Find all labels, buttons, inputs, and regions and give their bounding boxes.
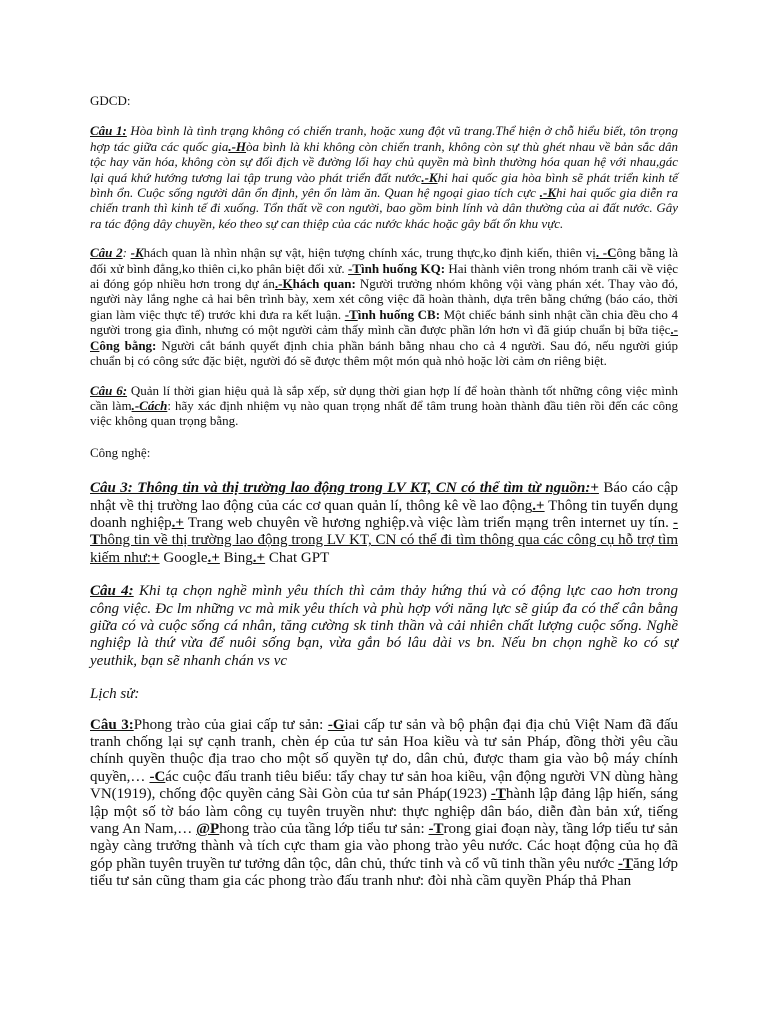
marker: .+	[532, 497, 545, 514]
text-run: Google	[159, 549, 208, 566]
text-run: òa bình là khi không còn chiến tranh, không còn sự thù ghét nhau về bản sắc dân tộc hay văn hóa, không còn sự đối địch về đường lối hay chủ quyền mà bình thường hóa quan hệ với nhau,gác lại quá khứ hướng tương lai tập trung vào phát triển đất nước	[90, 138, 678, 185]
subheading: hách quan:	[292, 276, 356, 292]
paragraph-cau-1	[90, 123, 678, 231]
marker: -C	[149, 768, 166, 785]
paragraph-cau-6	[90, 383, 678, 429]
text-run: iai cấp tư sản và bộ phận đại địa chủ Việt Nam đã đấu tranh chống lại sự cạnh tranh, chèn ép của tư sản Hoa kiều và tư sản Pháp, đồng thời yêu cầu chính quyền thuộc địa trao cho một số quyền tự do, dân chủ, được tham gia vào bộ máy chính quyền,…	[90, 716, 679, 785]
text-run: hành lập đảng lập hiến, sáng lập một số tờ báo làm công cụ tuyên truyền như: thực nghiệp dân báo, diễn đàn bản xứ, tiếng vang An Nam,…	[90, 786, 678, 838]
text-run: Trang web chuyên về hương nghiệp.và việc làm triển mạng trên internet uy tín.	[183, 514, 673, 531]
marker: . -C	[595, 245, 617, 261]
paragraph-cau-3-cong-nghe	[90, 480, 678, 567]
question-label: Câu 3: Thông tin và thị trường lao động trong LV KT, CN có thể tìm từ nguồn:	[90, 480, 591, 497]
marker: .+	[171, 514, 184, 531]
text-run: rong giai đoạn này, tầng lớp tiểu tư sản ngày càng trưởng thành và tích cực tham gia vào phong trào yêu nước. Các hoạt động của họ đã góp phần tuyên truyền tư tưởng dân tộc, dân chủ, thức tỉnh và cổ vũ tinh thần yêu nước	[90, 821, 679, 872]
text-run: : hãy xác định nhiệm vụ nào quan trọng nhất để tâm trung hoàn thành đầu tiên rồi đến các công việc không quan trọng bằng.	[90, 397, 678, 429]
text-run: Bing	[219, 549, 253, 566]
section-heading-cong-nghe: Công nghệ:	[90, 444, 151, 460]
text-run: Khi tạ chọn nghề mình yêu thích thì cảm thảy hứng thú và có động lực cao hơn trong công việc. Đc lm những vc mà mik yêu thích và phù hợp với năng lực sẽ giúp đa có thể cân bằng giữa có và cuộc sống cá nhân, tăng cường sk tinh thần và cải nhiên chất lượng cuộc sống. Nghề nghiệp là thứ vừa để nuôi sống bạn, vừa gắn bó lâu dài vs bn. Nếu bn chọn nghề ko có sự yeuthik, bạn sẽ nhanh chán vs vc	[90, 583, 678, 669]
question-label: Câu 3:	[90, 716, 134, 733]
text-run: ông bằng là đối xử bình đẳng,ko thiên ci,ko phân biệt đối xử.	[90, 245, 679, 276]
question-label: Câu 2	[90, 245, 123, 261]
paragraph-cau-4	[90, 583, 678, 670]
subheading: ình huống KQ:	[361, 260, 446, 276]
marker: .-K	[539, 185, 556, 201]
section-heading-lich-su: Lịch sử:	[90, 686, 140, 703]
marker: -T	[490, 786, 506, 803]
marker: -T	[617, 855, 633, 872]
text-run: Hai thành viên trong nhóm tranh cãi về việc ai đóng góp nhiều hơn trong dự án	[90, 260, 679, 292]
question-label: Câu 4:	[90, 583, 134, 600]
marker: -T	[348, 260, 362, 276]
question-label: Câu 1:	[90, 123, 127, 139]
text-run: Hòa bình là tình trạng không có chiến tranh, hoặc xung đột vũ trang.Thể hiện ở chỗ hiểu biết, tôn trọng hợp tác giữa các quốc gia	[90, 123, 678, 154]
text-run: Một chiếc bánh sinh nhật cần chia đều cho 4 người trong gia đình, nhưng có một người cảm thấy mình cần được phần lớn hơn vì đã giúp chuẩn bị bữa tiệc	[90, 306, 678, 338]
marker: .-K	[421, 169, 438, 185]
marker: -T	[344, 306, 358, 322]
subheading: ông bằng:	[99, 337, 157, 353]
marker: -K	[130, 245, 144, 261]
text-run: Báo cáo cập nhật về thị trường lao động của các cơ quan quản lí, thông kê về lao động	[90, 480, 679, 514]
text-run: hông tin về thị trường lao động trong LV KT, CN có thể đi tìm thông qua các công cụ hỗ trợ tìm kiếm như:	[90, 532, 678, 566]
text-run: Người trưởng nhóm không vội vàng phán xét. Thay vào đó, người này lắng nghe cả hai bên trình bày, xem xét công việc đã hoàn thành, dựa trên bằng chứng (báo cáo, thời gian làm việc thực tế) trước khi đưa ra kết luận.	[90, 276, 678, 322]
marker: @P	[196, 821, 220, 838]
text-run: Thông tin tuyển dụng doanh nghiệp	[90, 497, 678, 531]
marker: -T	[90, 514, 678, 549]
marker: .-H	[228, 138, 247, 154]
question-label: Câu 6:	[90, 382, 128, 398]
marker: .-C	[90, 322, 678, 353]
text-run: hách quan là nhìn nhận sự vật, hiện tượng chính xác, trung thực,ko định kiến, thiên vị	[143, 245, 596, 261]
subheading: ình huống CB:	[357, 306, 441, 322]
marker: +	[151, 549, 160, 566]
marker: -G	[327, 716, 345, 733]
text-run: Phong trào của giai cấp tư sản:	[133, 716, 328, 733]
text-run: Chat GPT	[265, 549, 330, 566]
text-run: hi hai quốc gia hòa bình sẽ phát triển kinh tế bình ổn. Cuộc sống người dân ổn định, yên ổn làm ăn. Quan hệ ngoại giao tích cực	[90, 169, 678, 201]
text-run: ăng lớp tiểu tư sản cũng tham gia các phong trào đấu tranh như: đòi nhà cầm quyền Pháp thả Phan	[90, 855, 678, 890]
marker: .-K	[274, 276, 293, 292]
text-run: hong trào của tầng lớp tiểu tư sản:	[219, 821, 429, 838]
marker: -T	[428, 821, 444, 838]
text-run: ác cuộc đấu tranh tiêu biểu: tẩy chay tư sản hoa kiều, vận động người VN dùng hàng VN(1919), chống độc quyền cảng Sài Gòn của tư sản Pháp(1923)	[90, 768, 678, 803]
marker: .+	[207, 549, 220, 566]
marker: .+	[252, 549, 266, 566]
text-run: :	[122, 245, 131, 261]
section-heading-gdcd: GDCD:	[90, 93, 131, 108]
text-run: Quản lí thời gian hiệu quả là sắp xếp, sử dụng thời gian hợp lí để hoàn thành tốt những công việc mình cần làm	[90, 382, 678, 413]
marker: +	[590, 480, 599, 497]
text-run: hi hai quốc gia diễn ra chiến tranh thì kinh tế đi xuống. Tổn thất về con người, bao gồm binh lính và dân thường của ai đất nước. Gây ra tác động dây chuyền, kéo theo sự can thiệp của các nước khác hoặc gây bất ổn khu vực.	[90, 185, 678, 231]
text-run: Người cắt bánh quyết định chia phần bánh bằng nhau cho cả 4 người. Sau đó, nếu người giúp chuẩn bị có công sức đặc biệt, người đó sẽ được thêm một món quà nhỏ hoặc lời cảm ơn riêng biệt.	[90, 337, 678, 369]
paragraph-cau-3-lich-su	[90, 717, 678, 891]
paragraph-cau-2	[90, 245, 678, 368]
marker: .-Cách	[131, 397, 168, 413]
